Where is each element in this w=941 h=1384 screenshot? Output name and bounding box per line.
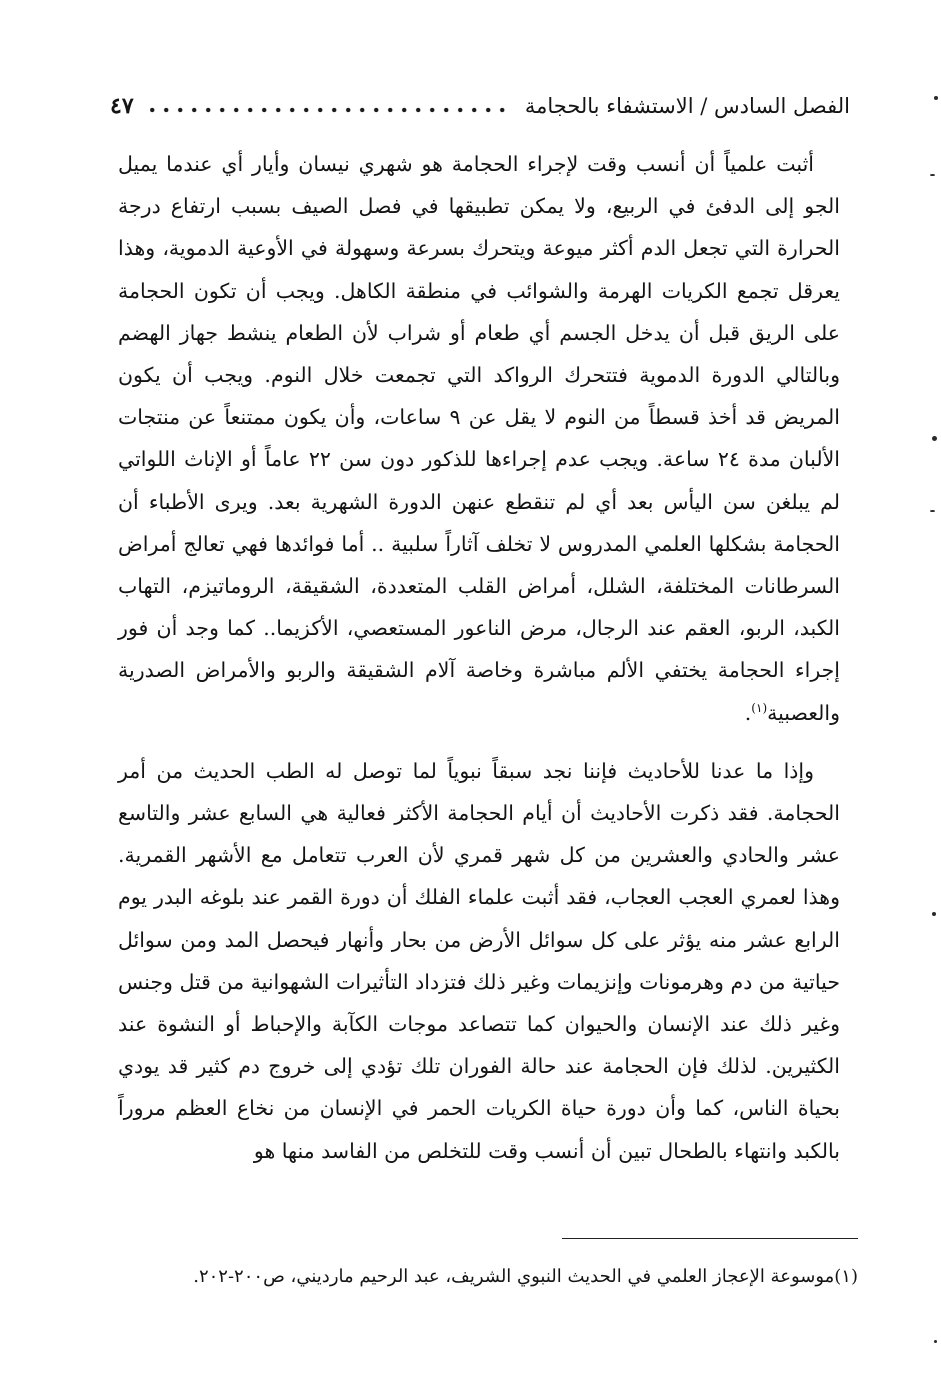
scan-speck bbox=[930, 510, 935, 512]
scan-speck bbox=[934, 96, 938, 100]
paragraph-2-text: وإذا ما عدنا للأحاديث فإننا نجد سبقاً نبوياً لما توصل له الطب الحديث من أمر الحجامة. فقد ذكرت الأحاديث أن أيام الحجامة الأكثر فعالية هي السابع عشر والتاسع عشر والحادي والعشرين من كل شهر قمري لأن العرب تتعامل مع الأشهر القمرية. وهذا لعمري العجب العجاب، فقد أثبت علماء الفلك أن دورة القمر عند بلوغه البدر يوم الرابع عشر منه يؤثر على كل سوائل الأرض من بحار وأنهار فيحصل المد ومن سوائل حياتية من دم وهرمونات وإنزيمات وغير ذلك فتزداد التأثيرات الشهوانية من قتل وجنس وغير ذلك عند الإنسان والحيوان كما تتصاعد موجات الكآبة والإحباط أو النشوة عند الكثيرين. لذلك فإن الحجامة عند حالة الفوران تلك تؤدي إلى خروج دم كثير قد يودي بحياة الناس، كما وأن دورة حياة الكريات الحمر في الإنسان من نخاع العظم مروراً بالكبد وانتهاء بالطحال تبين أن أنسب وقت للتخلص من الفاسد منها هو bbox=[118, 758, 840, 1163]
footnote-divider bbox=[562, 1238, 858, 1239]
scan-speck bbox=[934, 1340, 937, 1343]
paragraph-2 bbox=[118, 750, 840, 1172]
paragraph-1-text: أثبت علمياً أن أنسب وقت لإجراء الحجامة هو شهري نيسان وأيار أي عندما يميل الجو إلى الدفئ في الربيع، ولا يمكن تطبيقها في فصل الصيف بسبب ارتفاع درجة الحرارة التي تجعل الدم أكثر ميوعة ويتحرك بسرعة وسهولة في الأوعية الدموية، وهذا يعرقل تجمع الكريات الهرمة والشوائب في منطقة الكاهل. ويجب أن تكون الحجامة على الريق قبل أن يدخل الجسم أي طعام أو شراب لأن الطعام ينشط جهاز الهضم وبالتالي الدورة الدموية فتتحرك الرواكد التي تجمعت خلال النوم. ويجب أن يكون المريض قد أخذ قسطاً من النوم لا يقل عن ٩ ساعات، وأن يكون ممتنعاً عن منتجات الألبان مدة ٢٤ ساعة. ويجب عدم إجراءها للذكور دون سن ٢٢ عاماً أو الإناث اللواتي لم يبلغن سن اليأس بعد أي لم تنقطع عنهن الدورة الشهرية بعد. ويرى الأطباء أن الحجامة بشكلها العلمي المدروس لا تخلف آثاراً سلبية .. أما فوائدها فهي تعالج أمراض السرطانات المختلفة، الشلل، أمراض القلب المتعددة، الشقيقة، الروماتيزم، التهاب الكبد، الربو، العقم عند الرجال، مرض الناعور المستعصي، الأكزيما.. كما وجد أن فور إجراء الحجامة يختفي الألم مباشرة وخاصة آلام الشقيقة والربو والأمراض الصدرية والعصبية bbox=[118, 152, 841, 725]
main-text bbox=[118, 143, 840, 1172]
chapter-title: الفصل السادس / الاستشفاء بالحجامة bbox=[524, 94, 850, 118]
footnote: (١)موسوعة الإعجاز العلمي في الحديث النبوي الشريف، عبد الرحيم مارديني، ص٢٠٠-٢٠٢. bbox=[193, 1266, 858, 1287]
paragraph-1-end: . bbox=[744, 700, 752, 725]
footnote-reference[interactable]: (١) bbox=[751, 700, 768, 715]
page-number: ٤٧ bbox=[110, 93, 134, 119]
scan-speck bbox=[932, 912, 936, 916]
scan-speck bbox=[932, 436, 937, 441]
scan-speck bbox=[930, 174, 935, 176]
header-dotted-leader bbox=[150, 107, 509, 113]
running-header bbox=[110, 86, 850, 126]
paragraph-1 bbox=[118, 143, 840, 734]
